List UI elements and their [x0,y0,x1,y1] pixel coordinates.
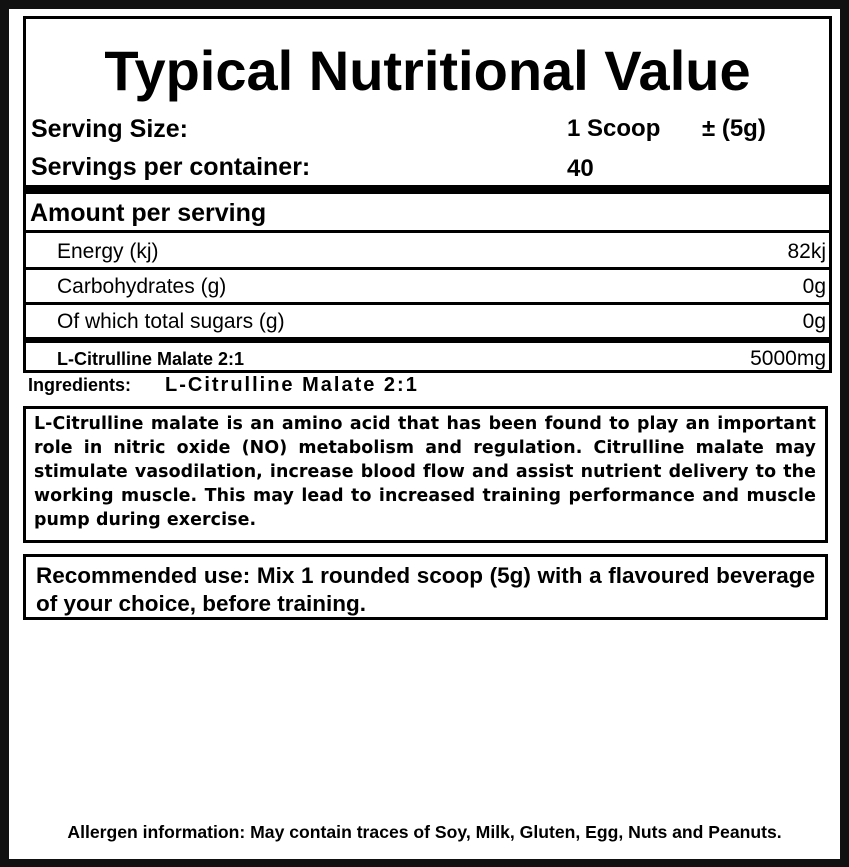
ingredients-value: L-Citrulline Malate 2:1 [165,374,419,396]
allergen-information: Allergen information: May contain traces of Soy, Milk, Gluten, Egg, Nuts and Peanuts. [67,822,782,842]
amount-per-serving-header: Amount per serving [30,199,267,227]
nutrient-label-carbohydrates: Carbohydrates (g) [57,275,227,298]
description-text: L-Citrulline malate is an amino acid that has been found to play an important role in nitric oxide (NO) metabolism and regulation. Citrulline malate may stimulate vasodilation, increase blood flow and assist nutrient delivery to the working muscle. This may lead to increased training performance and muscle pump during exercise. [34,414,816,530]
product-label [9,9,840,859]
row-divider [26,267,829,270]
nutrient-label-citrulline: L-Citrulline Malate 2:1 [57,349,245,369]
row-divider-thick [26,337,829,343]
nutrient-value-citrulline: 5000mg [750,347,826,370]
nutrient-value-sugars: 0g [802,310,826,333]
servings-per-container-label: Servings per container: [31,153,311,181]
description-box [23,406,828,543]
recommended-use-text: Recommended use: Mix 1 rounded scoop (5g) with a flavoured beverage of your choice, before training. [36,563,815,616]
row-divider [26,302,829,305]
panel-title: Typical Nutritional Value [104,39,751,102]
nutrient-label-sugars: Of which total sugars (g) [57,310,285,333]
serving-size-value: 1 Scoop [567,115,661,142]
nutrient-label-energy: Energy (kj) [57,240,159,263]
row-divider [26,230,829,233]
serving-size-weight: ± (5g) [702,115,766,142]
ingredients-label: Ingredients: [28,375,132,395]
nutrient-value-carbohydrates: 0g [802,275,826,298]
nutrition-facts-panel [23,16,832,373]
recommended-use-box [23,554,828,620]
nutrient-value-energy: 82kj [787,240,826,263]
serving-size-label: Serving Size: [31,115,188,143]
servings-per-container-value: 40 [567,155,594,182]
thick-divider [26,185,829,194]
